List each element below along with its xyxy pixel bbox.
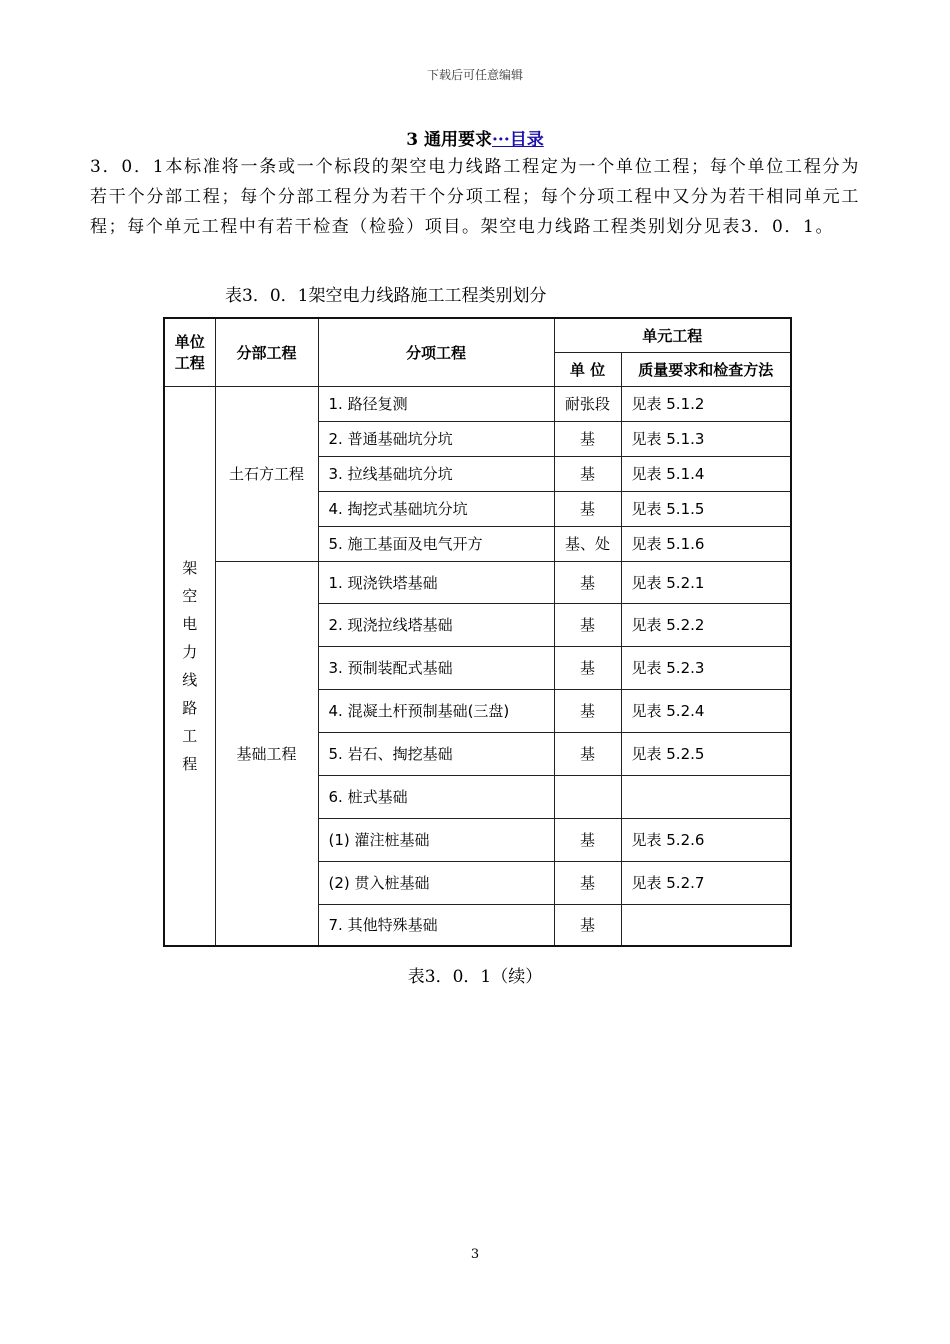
unit-cell: 基	[554, 732, 621, 775]
toc-link[interactable]: ···目录	[491, 130, 544, 150]
item-cell: (1) 灌注桩基础	[318, 818, 554, 861]
item-cell: 2. 现浇拉线塔基础	[318, 603, 554, 646]
header-element-unit: 单 位	[554, 352, 621, 386]
body-paragraph: 3．0．1本标准将一条或一个标段的架空电力线路工程定为一个单位工程；每个单位工程分为若干个分部工程；每个分部工程分为若干个分项工程；每个分项工程中又分为若干相同单元工程；每个单元工程中有若干检查（检验）项目。架空电力线路工程类别划分见表3．0．1。	[90, 157, 860, 237]
method-cell: 见表 5.1.6	[621, 526, 791, 561]
unit-project-cell: 架 空 电 力 线 路 工 程	[164, 386, 215, 946]
division-foundation: 基础工程	[215, 561, 318, 946]
item-cell: (2) 贯入桩基础	[318, 861, 554, 904]
unit-cell: 基、处	[554, 526, 621, 561]
table-row	[164, 386, 791, 421]
unit-cell: 耐张段	[554, 386, 621, 421]
method-cell: 见表 5.2.2	[621, 603, 791, 646]
method-cell: 见表 5.2.7	[621, 861, 791, 904]
header-unit-project: 单位 工程	[164, 318, 215, 386]
section-title: 3 通用要求	[406, 130, 492, 150]
header-element-method: 质量要求和检查方法	[621, 352, 791, 386]
unit-cell: 基	[554, 818, 621, 861]
unit-cell: 基	[554, 456, 621, 491]
method-cell: 见表 5.2.3	[621, 646, 791, 689]
method-cell	[621, 775, 791, 818]
unit-cell: 基	[554, 603, 621, 646]
division-earthwork: 土石方工程	[215, 386, 318, 561]
method-cell: 见表 5.1.4	[621, 456, 791, 491]
header-division: 分部工程	[215, 318, 318, 386]
item-cell: 5. 岩石、掏挖基础	[318, 732, 554, 775]
item-cell: 3. 预制装配式基础	[318, 646, 554, 689]
method-cell: 见表 5.2.6	[621, 818, 791, 861]
section-heading	[0, 125, 950, 150]
unit-cell: 基	[554, 421, 621, 456]
item-cell: 6. 桩式基础	[318, 775, 554, 818]
header-element: 单元工程	[554, 318, 791, 352]
classification-table	[163, 317, 792, 947]
item-cell: 4. 掏挖式基础坑分坑	[318, 491, 554, 526]
item-cell: 1. 现浇铁塔基础	[318, 561, 554, 603]
item-cell: 2. 普通基础坑分坑	[318, 421, 554, 456]
unit-cell: 基	[554, 904, 621, 946]
unit-cell: 基	[554, 861, 621, 904]
method-cell: 见表 5.2.1	[621, 561, 791, 603]
method-cell: 见表 5.1.2	[621, 386, 791, 421]
unit-cell: 基	[554, 491, 621, 526]
unit-cell: 基	[554, 561, 621, 603]
item-cell: 3. 拉线基础坑分坑	[318, 456, 554, 491]
unit-cell	[554, 775, 621, 818]
table-row	[164, 561, 791, 603]
page-header: 下载后可任意编辑	[426, 68, 523, 82]
item-cell: 5. 施工基面及电气开方	[318, 526, 554, 561]
item-cell: 7. 其他特殊基础	[318, 904, 554, 946]
method-cell: 见表 5.2.5	[621, 732, 791, 775]
continued-caption: 表3．0．1（续）	[407, 967, 543, 987]
method-cell	[621, 904, 791, 946]
item-cell: 1. 路径复测	[318, 386, 554, 421]
method-cell: 见表 5.1.5	[621, 491, 791, 526]
item-cell: 4. 混凝土杆预制基础(三盘)	[318, 689, 554, 732]
table-caption: 表3．0．1架空电力线路施工工程类别划分	[225, 286, 547, 306]
unit-cell: 基	[554, 689, 621, 732]
method-cell: 见表 5.2.4	[621, 689, 791, 732]
method-cell: 见表 5.1.3	[621, 421, 791, 456]
header-item: 分项工程	[318, 318, 554, 386]
classification-table-container	[163, 317, 790, 940]
page-number: 3	[470, 1247, 480, 1262]
unit-cell: 基	[554, 646, 621, 689]
